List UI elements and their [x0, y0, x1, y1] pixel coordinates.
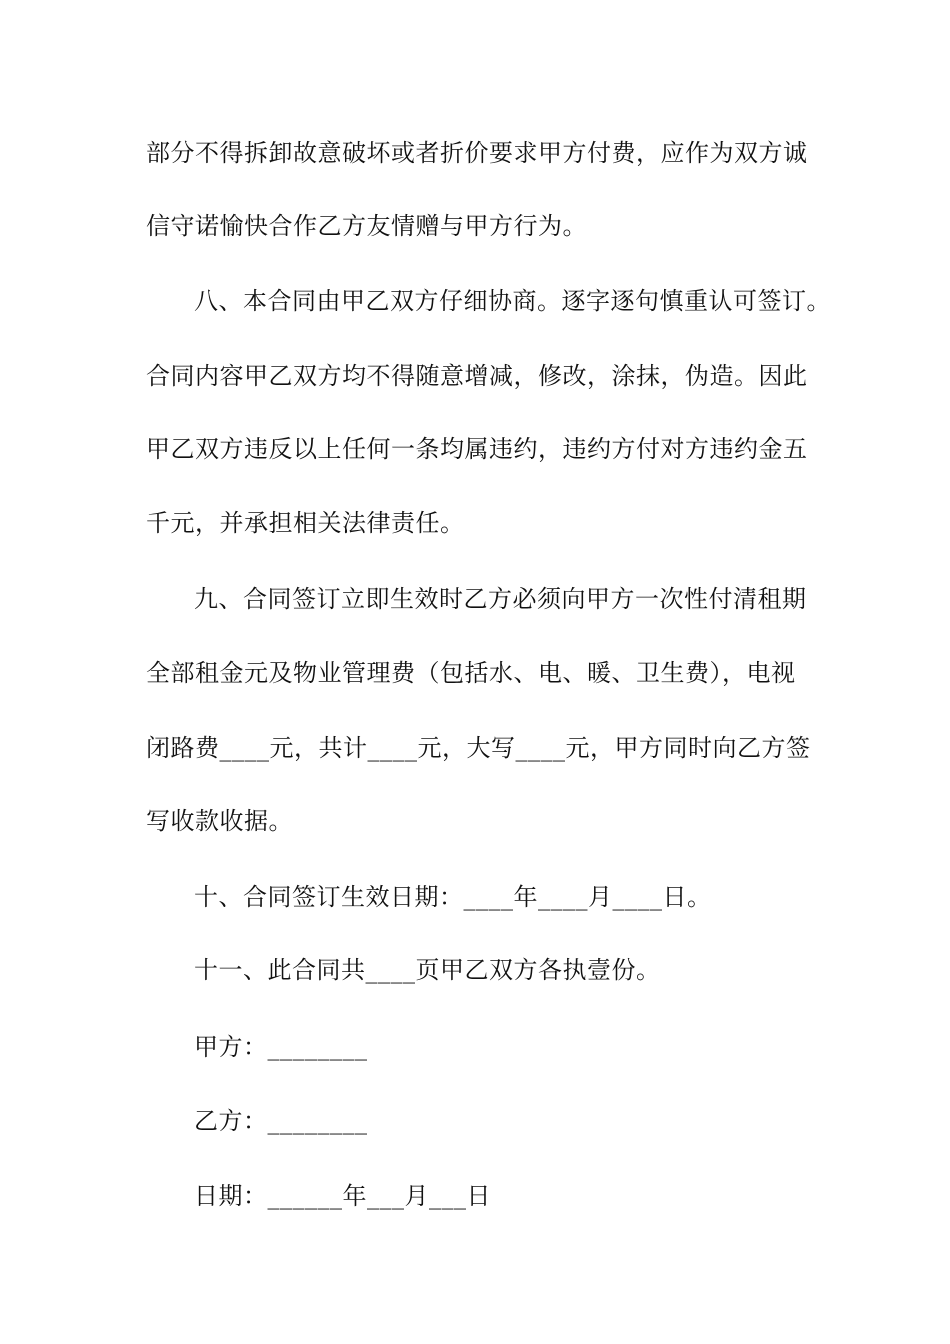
party-a-signature-line: 甲方：________ — [194, 1033, 368, 1061]
text-line: 千元，并承担相关法律责任。 — [146, 509, 465, 537]
text-line: 甲乙双方违反以上任何一条均属违约，违约方付对方违约金五 — [146, 435, 808, 463]
clause-eleven: 十一、此合同共____页甲乙双方各执壹份。 — [194, 956, 661, 984]
clause-nine: 九、合同签订立即生效时乙方必须向甲方一次性付清租期 — [194, 585, 807, 613]
party-b-signature-line: 乙方：________ — [194, 1107, 368, 1135]
text-line: 合同内容甲乙双方均不得随意增减，修改，涂抹，伪造。因此 — [146, 362, 808, 390]
text-line: 部分不得拆卸故意破坏或者折价要求甲方付费，应作为双方诚 — [146, 139, 808, 167]
text-line: 闭路费____元，共计____元，大写____元，甲方同时向乙方签 — [146, 734, 811, 762]
text-line: 写收款收据。 — [146, 807, 293, 835]
date-line: 日期：______年___月___日 — [194, 1182, 491, 1210]
text-line: 全部租金元及物业管理费（包括水、电、暖、卫生费），电视 — [146, 659, 796, 687]
text-line: 信守诺愉快合作乙方友情赠与甲方行为。 — [146, 212, 587, 240]
clause-ten: 十、合同签订生效日期：____年____月____日。 — [194, 883, 712, 911]
clause-eight: 八、本合同由甲乙双方仔细协商。逐字逐句慎重认可签订。 — [194, 287, 831, 315]
